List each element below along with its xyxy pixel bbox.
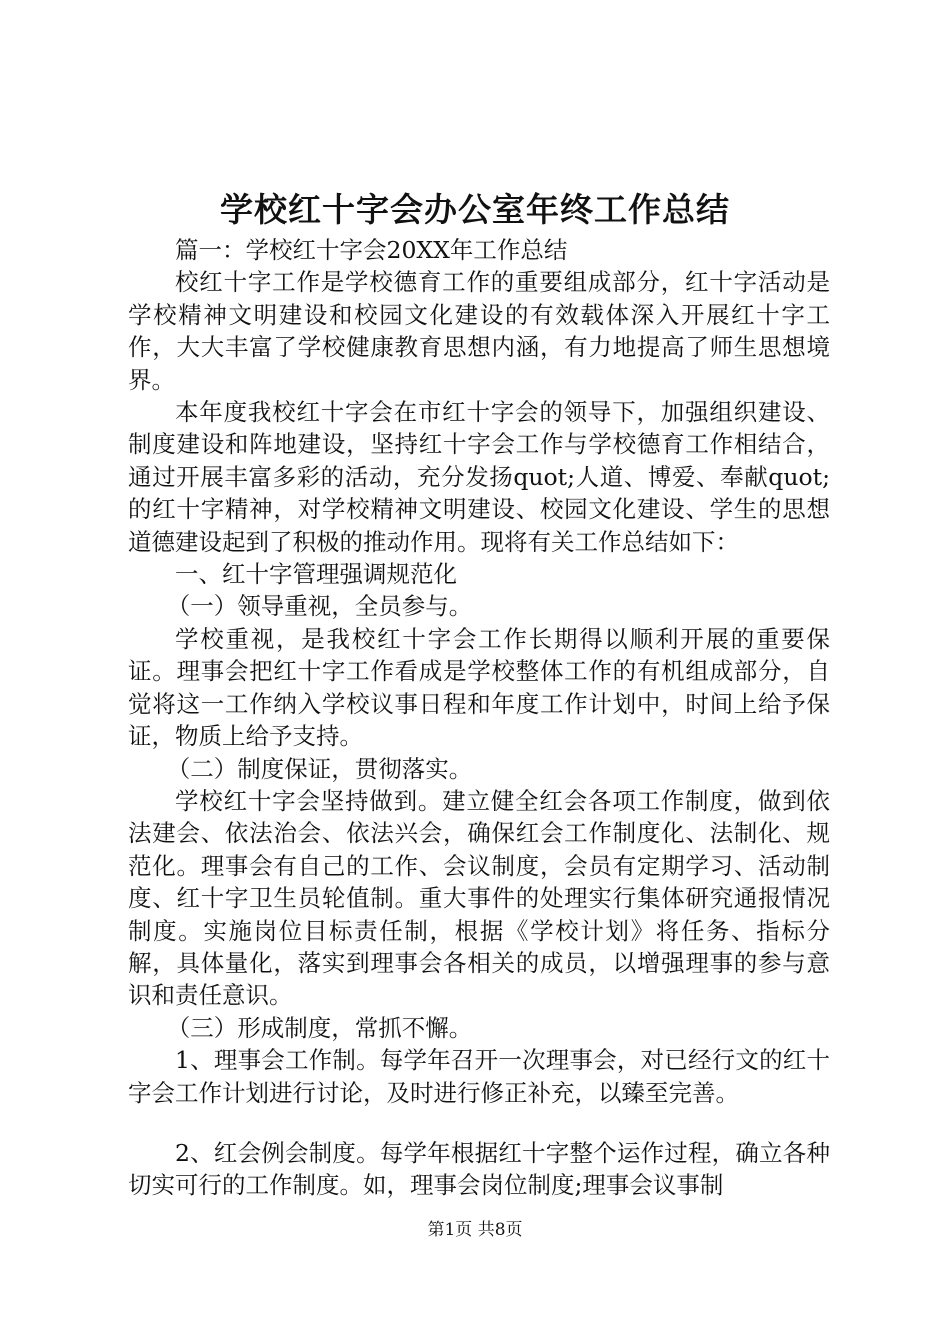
paragraph: 校红十字工作是学校德育工作的重要组成部分，红十字活动是学校精神文明建设和校园文化建设的有效载体深入开展红十字工作，大大丰富了学校健康教育思想内涵，有力地提高了师生思想境界。 [128,268,830,394]
subsection-heading: （一）领导重视，全员参与。 [166,592,473,621]
page-number: 第1页 共8页 [427,1220,523,1240]
paragraph: 学校红十字会坚持做到。建立健全红会各项工作制度，做到依法建会、依法治会、依法兴会，确保红会工作制度化、法制化、规范化。理事会有自己的工作、会议制度，会员有定期学习、活动制度、红十字卫生员轮值制。重大事件的处理实行集体研究通报情况制度。实施岗位目标责任制，根据《学校计划》将任务、指标分解，具体量化，落实到理事会各相关的成员，以增强理事的参与意识和责任意识。 [128,786,830,1010]
document-body [128,234,830,1202]
paragraph: 本年度我校红十字会在市红十字会的领导下，加强组织建设、制度建设和阵地建设，坚持红十字会工作与学校德育工作相结合，通过开展丰富多彩的活动，充分发扬quot;人道、博爱、奉献quot;的红十字精神，对学校精神文明建设、校园文化建设、学生的思想道德建设起到了积极的推动作用。现将有关工作总结如下： [128,398,830,556]
paragraph: 1、理事会工作制。每学年召开一次理事会，对已经行文的红十字会工作计划进行讨论，及时进行修正补充，以臻至完善。 [128,1046,830,1107]
subsection-heading: （二）制度保证，贯彻落实。 [166,754,473,783]
paragraph: 2、红会例会制度。每学年根据红十字整个运作过程，确立各种切实可行的工作制度。如，理事会岗位制度;理事会议事制 [128,1138,830,1200]
document-title: 学校红十字会办公室年终工作总结 [220,190,730,229]
section-heading: 一、红十字管理强调规范化 [175,560,457,589]
subsection-heading: （三）形成制度，常抓不懈。 [166,1013,473,1042]
paragraph: 学校重视，是我校红十字会工作长期得以顺利开展的重要保证。理事会把红十字工作看成是学校整体工作的有机组成部分，自觉将这一工作纳入学校议事日程和年度工作计划中，时间上给予保证，物质上给予支持。 [128,624,830,751]
paragraph-gap [128,1109,830,1137]
paragraph-subtitle: 篇一：学校红十字会20XX年工作总结 [175,236,568,264]
